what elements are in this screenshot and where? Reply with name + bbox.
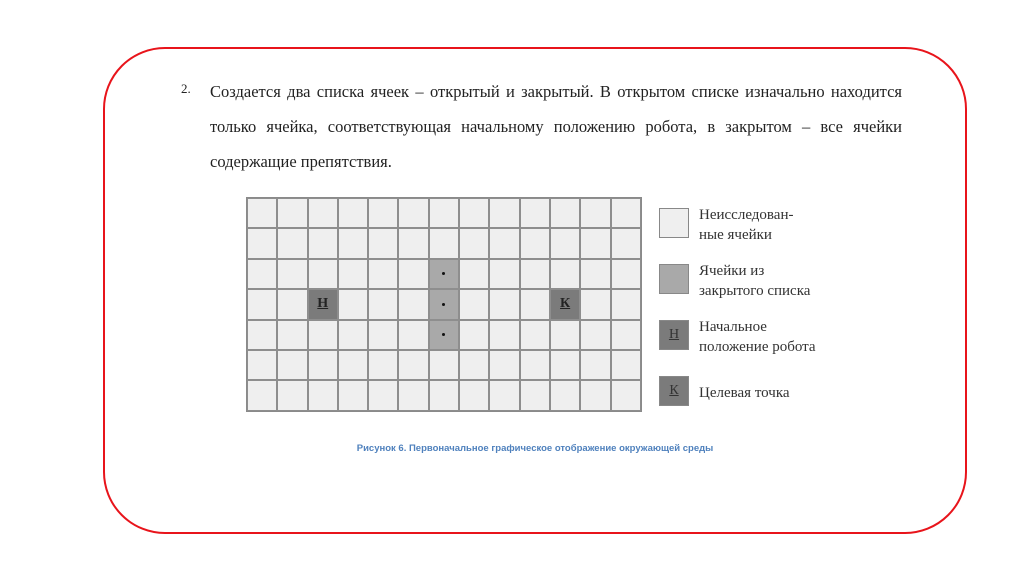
grid-cell [611, 198, 641, 228]
grid-cell [247, 320, 277, 350]
grid-cell [459, 350, 489, 380]
grid-cell [338, 380, 368, 410]
grid-cell [277, 259, 307, 289]
grid-cell [580, 320, 610, 350]
grid-cell [459, 259, 489, 289]
grid-cell [459, 320, 489, 350]
grid-cell [277, 320, 307, 350]
grid-cell [489, 259, 519, 289]
grid-cell [520, 320, 550, 350]
grid-cell [580, 198, 610, 228]
grid-cell [277, 228, 307, 258]
grid-cell [368, 350, 398, 380]
grid-cell [550, 228, 580, 258]
target-cell: К [550, 289, 580, 319]
grid-cell [429, 380, 459, 410]
legend-label: Ячейки из закрытого списка [699, 263, 811, 299]
grid-cell [368, 198, 398, 228]
grid-cell [398, 320, 428, 350]
grid-cell [398, 228, 428, 258]
legend-label: Начальное положение робота [699, 319, 816, 355]
legend-swatch [659, 264, 689, 294]
grid-cell [308, 350, 338, 380]
grid-cell [580, 289, 610, 319]
grid-cell [520, 259, 550, 289]
grid-cell [580, 350, 610, 380]
environment-grid [246, 197, 642, 412]
grid-cell [429, 228, 459, 258]
grid-cell [459, 289, 489, 319]
grid-cell [489, 350, 519, 380]
closed-cell [429, 259, 459, 289]
grid-cell [338, 198, 368, 228]
grid-cell [247, 289, 277, 319]
grid-cell [611, 350, 641, 380]
grid-cell [520, 228, 550, 258]
grid-cell [247, 350, 277, 380]
legend-swatch: Н [659, 320, 689, 350]
grid-cell [580, 380, 610, 410]
grid-cell [550, 320, 580, 350]
grid-cell [550, 259, 580, 289]
grid-cell [611, 320, 641, 350]
legend-label: Целевая точка [699, 385, 790, 401]
grid-cell [459, 380, 489, 410]
grid-cell [550, 198, 580, 228]
grid-cell [520, 198, 550, 228]
legend-swatch: К [659, 376, 689, 406]
start-cell: Н [308, 289, 338, 319]
legend [659, 205, 816, 429]
grid-cell [489, 289, 519, 319]
grid-cell [338, 259, 368, 289]
grid-cell [459, 198, 489, 228]
grid-cell [247, 380, 277, 410]
grid-cell [489, 228, 519, 258]
grid-cell [368, 380, 398, 410]
closed-cell [429, 289, 459, 319]
grid-cell [368, 289, 398, 319]
grid-cell [308, 228, 338, 258]
grid-cell [277, 350, 307, 380]
grid-cell [550, 380, 580, 410]
grid-cell [398, 198, 428, 228]
grid-cell [398, 259, 428, 289]
legend-swatch [659, 208, 689, 238]
grid-cell [611, 259, 641, 289]
closed-cell [429, 320, 459, 350]
grid-cell [580, 228, 610, 258]
grid-cell [338, 228, 368, 258]
grid-cell [550, 350, 580, 380]
paragraph: Создается два списка ячеек – открытый и закрытый. В открытом списке изначально находится только ячейка, соответствующая начальному положению робота, в закрытом – все ячейки содержащие препятствия. [210, 82, 902, 171]
legend-item [659, 373, 816, 413]
grid-cell [308, 198, 338, 228]
grid-cell [398, 289, 428, 319]
legend-item [659, 205, 816, 245]
list-number: 2. [181, 81, 191, 96]
grid-cell [459, 228, 489, 258]
grid-cell [308, 320, 338, 350]
grid-cell [277, 380, 307, 410]
grid-cell [277, 289, 307, 319]
legend-label: Неисследован- ные ячейки [699, 207, 794, 243]
figure-caption: Рисунок 6. Первоначальное графическое отображение окружающей среды [356, 443, 714, 454]
grid-cell [489, 320, 519, 350]
grid-cell [247, 198, 277, 228]
grid-cell [308, 259, 338, 289]
grid-cell [520, 380, 550, 410]
grid-cell [247, 259, 277, 289]
legend-item [659, 317, 816, 357]
grid-cell [520, 289, 550, 319]
grid-cell [398, 350, 428, 380]
grid-cell [247, 228, 277, 258]
grid-cell [368, 228, 398, 258]
grid-cell [611, 228, 641, 258]
legend-item [659, 261, 816, 301]
grid-cell [398, 380, 428, 410]
grid-cell [489, 380, 519, 410]
grid-cell [611, 289, 641, 319]
grid-cell [368, 320, 398, 350]
grid-cell [368, 259, 398, 289]
grid-cell [611, 380, 641, 410]
grid-cell [338, 289, 368, 319]
grid-cell [580, 259, 610, 289]
grid-cell [338, 350, 368, 380]
grid-cell [429, 350, 459, 380]
grid-cell [308, 380, 338, 410]
grid-cell [489, 198, 519, 228]
grid-cell [520, 350, 550, 380]
grid-cell [277, 198, 307, 228]
grid-cell [338, 320, 368, 350]
grid-cell [429, 198, 459, 228]
